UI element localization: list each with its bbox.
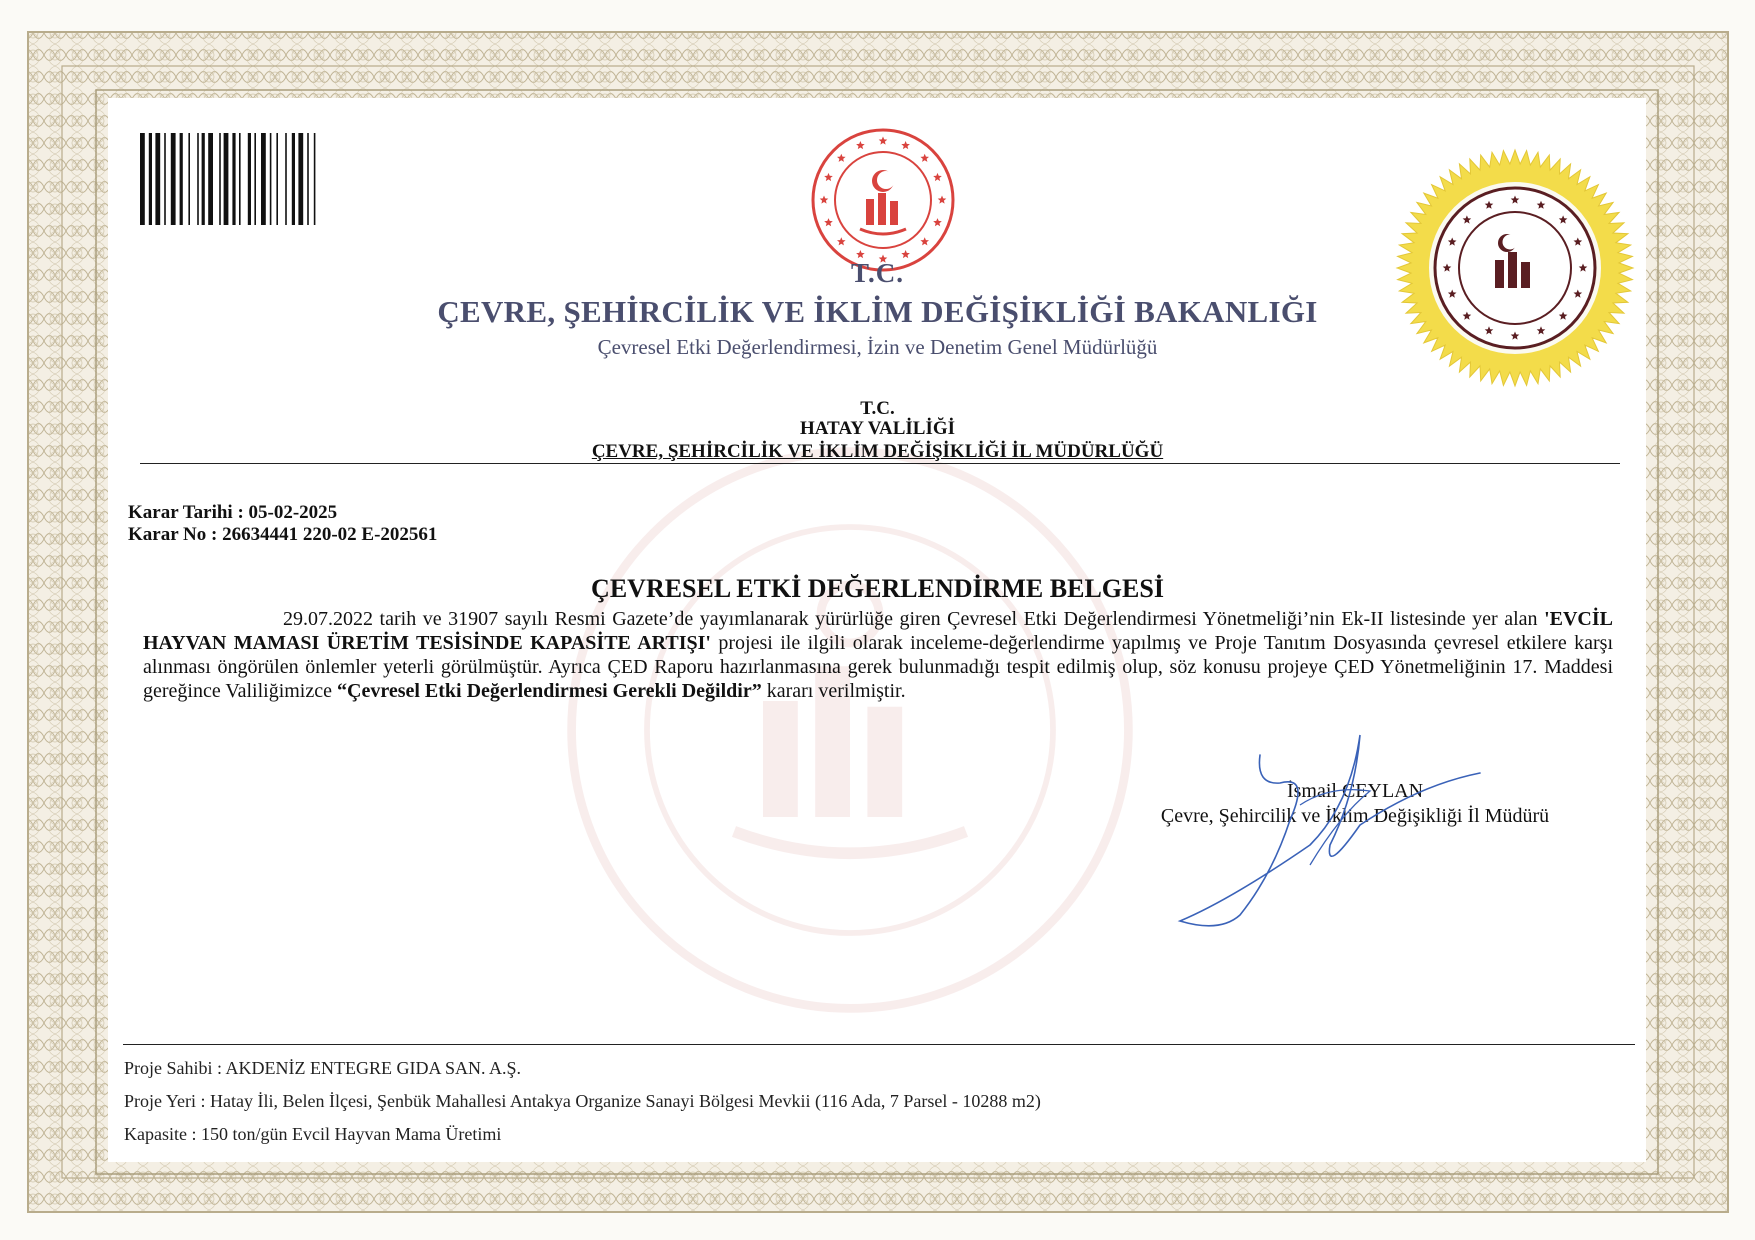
body-text-1: 29.07.2022 tarih ve 31907 sayılı Resmi Gazete’de yayımlanarak yürürlüğe giren Çevresel Etki Değerlendirmesi Yönetmeliği’nin Ek-II listesinde yer alan [283,608,1545,630]
decision-date: Karar Tarihi : 05-02-2025 [128,502,338,523]
provincial-directorate: ÇEVRE, ŞEHİRCİLİK VE İKLİM DEĞİŞİKLİĞİ İL MÜDÜRLÜĞÜ [591,441,1164,462]
body-paragraph [143,607,1613,703]
barcode [140,133,395,225]
sub-header-tc: T.C. [860,398,895,419]
signature [1160,725,1500,935]
project-capacity: Kapasite : 150 ton/gün Evcil Hayvan Mama Üretimi [124,1124,502,1144]
general-directorate: Çevresel Etki Değerlendirmesi, İzin ve Denetim Genel Müdürlüğü [597,335,1158,359]
header-tc: T.C. [850,258,904,288]
footer-divider [123,1044,1635,1045]
body-text-3: kararı verilmiştir. [761,680,906,702]
ministry-name: ÇEVRE, ŞEHİRCİLİK VE İKLİM DEĞİŞİKLİĞİ BAKANLIĞI [437,294,1318,329]
decision-number: Karar No : 26634441 220-02 E-202561 [128,524,438,545]
document-title: ÇEVRESEL ETKİ DEĞERLENDİRME BELGESİ [591,574,1164,603]
ministry-emblem-icon [808,125,958,275]
divider [140,463,1620,464]
project-name: 'EVCİL HAYVAN MAMASI ÜRETİM TESİSİNDE KAPASİTE ARTIŞI' [143,608,1613,654]
signatory-name: İsmail CEYLAN [1286,780,1424,802]
signatory-title: Çevre, Şehircilik ve İklim Değişikliği İl Müdürü [1160,805,1550,827]
project-owner: Proje Sahibi : AKDENİZ ENTEGRE GIDA SAN. A.Ş. [124,1058,521,1078]
governorship: HATAY VALİLİĞİ [799,418,956,439]
body-text-2: projesi ile ilgili olarak inceleme-değerlendirme yapılmış ve Proje Tanıtım Dosyasında çevresel etkilere karşı alınması öngörülen önlemler yeterli görülmüştür. Ayrıca ÇED Raporu hazırlanmasına gerek bulunmadığı tespit edilmiş olup, söz konusu projeye ÇED Yönetmeliğinin 17. Maddesi gereğince Valiliğimizce [143,632,1613,702]
ministry-watermark [560,440,1140,1020]
decision-quote: “Çevresel Etki Değerlendirmesi Gerekli Değildir” [337,680,762,702]
project-location: Proje Yeri : Hatay İli, Belen İlçesi, Şenbük Mahallesi Antakya Organize Sanayi Bölgesi Mevkii (116 Ada, 7 Parsel - 10288 m2) [124,1091,1041,1111]
